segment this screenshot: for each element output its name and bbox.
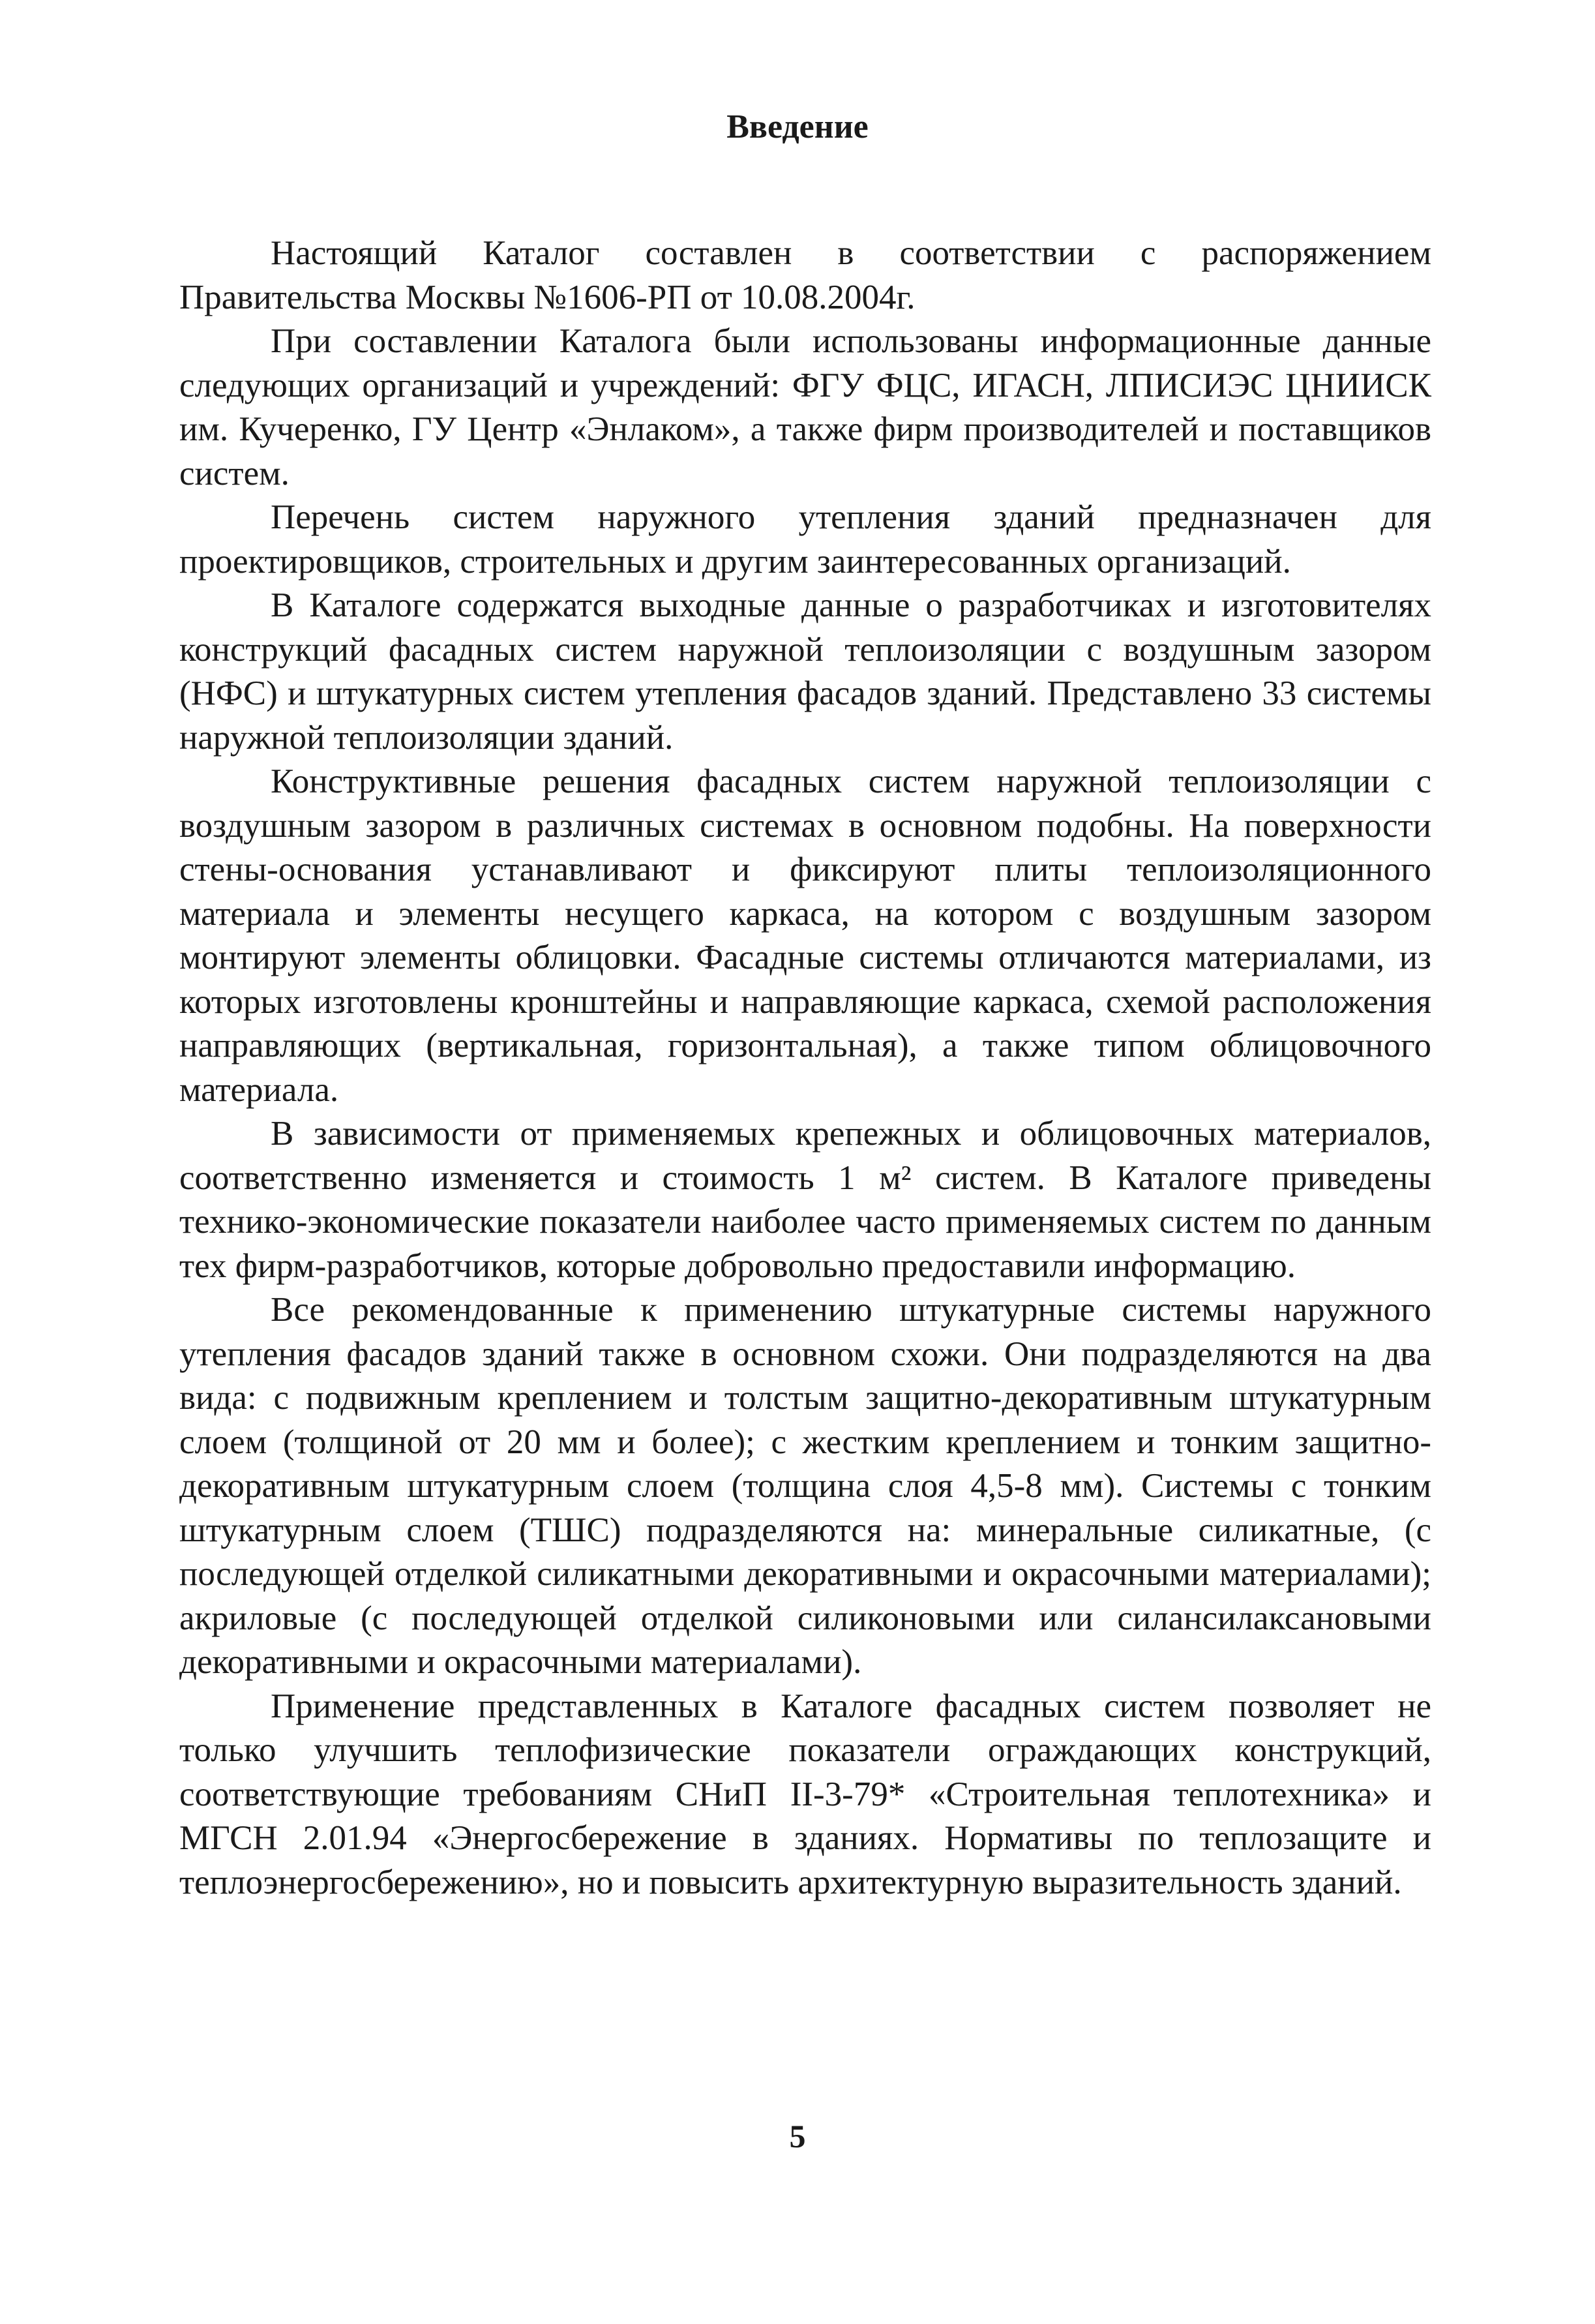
paragraph-6 bbox=[179, 1112, 1431, 1288]
paragraph-text: При составлении Каталога были использованы информационные данные следующих организаций и учреждений: ФГУ ФЦС, ИГАСН, ЛПИСИЭС ЦНИИСК им. Кучеренко, ГУ Центр «Энлаком», а также фирм производителей и поставщиков систем. bbox=[179, 322, 1431, 492]
paragraph-text: Все рекомендованные к применению штукатурные системы наружного утепления фасадов зданий также в основном схожи. Они подразделяются на два вида: с подвижным креплением и толстым защитно-декоративным штукатурным слоем (толщиной от 20 мм и более); с жестким креплением и тонким защитно-декоративным штукатурным слоем (толщина слоя 4,5-8 мм). Системы с тонким штукатурным слоем (ТШС) подразделяются на: минеральные силикатные, (с последующей отделкой силикатными декоративными и окрасочными материалами); акриловые (с последующей отделкой силиконовыми или силансилаксановыми декоративными и окрасочными материалами). bbox=[179, 1291, 1431, 1681]
paragraph-3 bbox=[179, 496, 1431, 584]
page-number: 5 bbox=[789, 2118, 806, 2154]
page-title: Введение bbox=[726, 108, 869, 145]
paragraph-8 bbox=[179, 1685, 1431, 1905]
paragraph-text: Перечень систем наружного утепления зданий предназначен для проектировщиков, строительных и другим заинтересованных организаций. bbox=[179, 498, 1431, 581]
paragraph-7 bbox=[179, 1288, 1431, 1685]
paragraph-1 bbox=[179, 232, 1431, 320]
paragraph-text: В Каталоге содержатся выходные данные о разработчиках и изготовителях конструкций фасадных систем наружной теплоизоляции с воздушным зазором (НФС) и штукатурных систем утепления фасадов зданий. Представлено 33 системы наружной теплоизоляции зданий. bbox=[179, 586, 1431, 757]
paragraph-2 bbox=[179, 320, 1431, 496]
paragraph-5 bbox=[179, 760, 1431, 1112]
paragraph-text: Применение представленных в Каталоге фасадных систем позволяет не только улучшить теплофизические показатели ограждающих конструкций, соответствующие требованиям СНиП II-3-79* «Строительная теплотехника» и МГСН 2.01.94 «Энергосбережение в зданиях. Нормативы по теплозащите и теплоэнергосбережению», но и повысить архитектурную выразительность зданий. bbox=[179, 1687, 1431, 1901]
paragraph-text: Настоящий Каталог составлен в соответствии с распоряжением Правительства Москвы №1606-РП от 10.08.2004г. bbox=[179, 234, 1431, 316]
paragraph-text: Конструктивные решения фасадных систем наружной теплоизоляции с воздушным зазором в различных системах в основном подобны. На поверхности стены-основания устанавливают и фиксируют плиты теплоизоляционного материала и элементы несущего каркаса, на котором с воздушным зазором монтируют элементы облицовки. Фасадные системы отличаются материалами, из которых изготовлены кронштейны и направляющие каркаса, схемой расположения направляющих (вертикальная, горизонтальная), а также типом облицовочного материала. bbox=[179, 762, 1431, 1109]
paragraph-text: В зависимости от применяемых крепежных и облицовочных материалов, соответственно изменяется и стоимость 1 м² систем. В Каталоге приведены технико-экономические показатели наиболее часто применяемых систем по данным тех фирм-разработчиков, которые добровольно предоставили информацию. bbox=[179, 1115, 1431, 1285]
document-body bbox=[179, 232, 1431, 1905]
paragraph-4 bbox=[179, 584, 1431, 760]
